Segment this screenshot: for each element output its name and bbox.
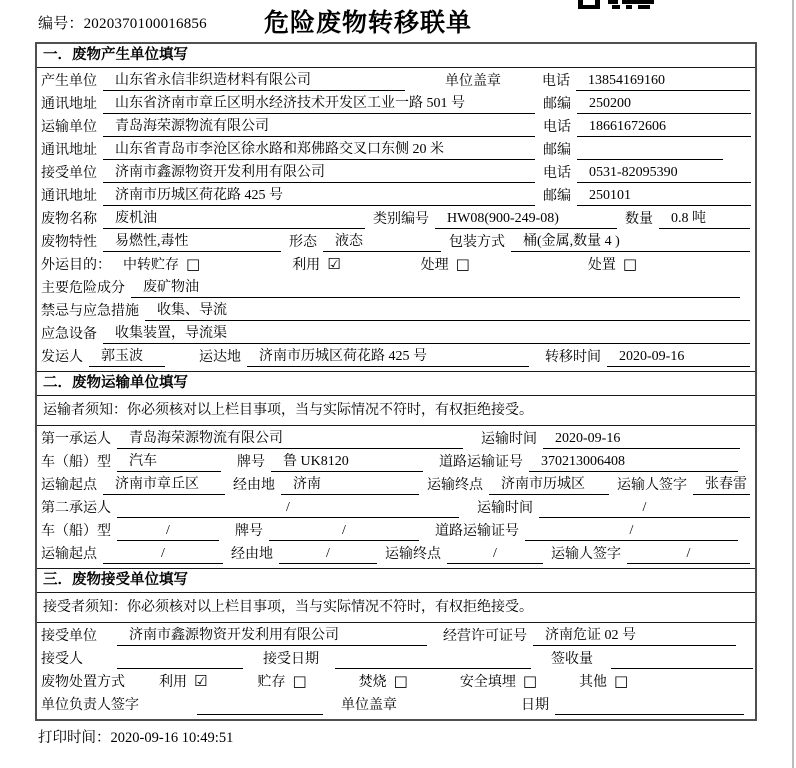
manager-sign-label: 单位负责人签字 [41,698,139,713]
hazard-value: 废矿物油 [131,278,740,298]
transporter-notice: 运输者须知：你必须核对以上栏目事项，当与实际情况不符时，有权拒绝接受。 [37,396,755,426]
road-permit-label: 道路运输证号 [435,524,519,539]
checkbox-checked-icon: ☑ [327,255,341,273]
section3-header: 三．废物接受单位填写 [37,568,755,593]
origin1-value: 济南市章丘区 [103,475,225,495]
seal-date-label: 日期 [521,698,549,713]
vehicle-label: 车（船）型 [41,455,111,470]
trait-label: 废物特性 [41,235,97,250]
packing-value: 桶(金属,数量 4 ) [511,232,750,252]
phone-label: 电话 [543,166,571,181]
via1-value: 济南 [281,475,419,495]
quantity-label: 数量 [625,212,653,227]
quantity-value: 0.8 吨 [659,209,750,229]
disposal-option-landfill: 安全填埋 □ [459,672,538,690]
via-label: 经由地 [231,547,273,562]
terminus2-value: / [447,544,543,564]
receiver-label: 接受单位 [41,166,97,181]
terminus-label: 运输终点 [385,547,441,562]
producer-label: 产生单位 [41,74,97,89]
producer-address-row [37,93,755,116]
transporter-address-value: 山东省青岛市李沧区徐水路和郑佛路交叉口东侧 20 米 [103,140,535,160]
disposal-option-storage: 贮存 □ [257,672,307,690]
accept-unit-label: 接受单位 [41,629,97,644]
checkbox-unchecked-icon: □ [393,672,408,690]
checkbox-unchecked-icon: □ [622,255,638,273]
vehicle2-row [37,520,755,543]
measures-value: 收集、导流 [145,301,750,321]
equipment-row [37,323,755,346]
via-label: 经由地 [233,478,275,493]
transporter-address-row [37,139,755,162]
accept-unit-row [37,625,755,648]
accept-date-value [335,668,531,669]
disposal-option-utilize: 利用 ☑ [159,672,208,690]
amount-label: 签收量 [551,652,593,667]
form-label: 形态 [289,235,317,250]
carrier1-label: 第一承运人 [41,432,111,447]
packing-label: 包装方式 [449,235,505,250]
print-time-value: 2020-09-16 10:49:51 [110,730,234,746]
destination-value: 济南市历城区荷花路 425 号 [247,347,529,367]
destination-label: 运达地 [199,350,241,365]
accept-unit-value: 济南市鑫源物资开发利用有限公司 [117,626,427,646]
manifest-form-table [35,42,757,721]
section1-header: 一．废物产生单位填写 [37,44,755,68]
print-time-label: 打印时间： [38,730,111,746]
license-value: 济南危证 02 号 [533,626,736,646]
checkbox-unchecked-icon: □ [292,672,307,690]
zip-label: 邮编 [543,143,571,158]
transporter-sign-label: 运输人签字 [617,478,687,493]
transporter-label: 运输单位 [41,120,97,135]
receiver-address-row [37,185,755,208]
recipient-row [37,648,755,671]
road-permit1-value: 370213006408 [529,452,738,472]
page-edge-divider [792,0,794,768]
transfer-time-label: 转移时间 [545,350,601,365]
equipment-label: 应急设备 [41,327,97,342]
receiver-notice: 接受者须知：你必须核对以上栏目事项，当与实际情况不符时，有权拒绝接受。 [37,593,755,623]
hazard-label: 主要危险成分 [41,281,125,296]
vehicle1-value: 汽车 [117,452,221,472]
transport-time2-value: / [539,498,750,518]
carrier2-value: / [117,498,459,518]
producer-address-value: 山东省济南市章丘区明水经济技术开发区工业一路 501 号 [103,94,535,114]
unit-seal-label: 单位盖章 [445,74,501,89]
transporter-value: 青岛海荣源物流有限公司 [103,117,535,137]
address-label: 通讯地址 [41,143,97,158]
shipper-label: 发运人 [41,350,83,365]
category-label: 类别编号 [373,212,429,227]
recipient-label: 接受人 [41,652,83,667]
license-label: 经营许可证号 [443,629,527,644]
trait-value: 易燃性,毒性 [103,232,281,252]
seal-date-value [555,714,744,715]
purpose-row [37,254,755,277]
checkbox-unchecked-icon: □ [455,255,470,273]
amount-value [611,668,753,669]
recipient-value [117,668,243,669]
section3-body [37,623,755,719]
disposal-option-incinerate: 焚烧 □ [358,672,408,690]
document-number-value: 2020370100016856 [83,16,207,32]
zip-label: 邮编 [543,189,571,204]
vehicle-label: 车（船）型 [41,524,111,539]
transport-time-label: 运输时间 [477,501,533,516]
producer-row [37,70,755,93]
shipper-row [37,346,755,369]
transporter-sign-label: 运输人签字 [551,547,621,562]
transport-time-label: 运输时间 [481,432,537,447]
section1-body [37,68,755,371]
road-permit2-value: / [525,521,738,541]
disposal-row [37,671,755,694]
document-header [0,0,796,42]
phone-label: 电话 [542,74,570,89]
disposal-label: 废物处置方式 [41,675,125,690]
origin-label: 运输起点 [41,478,97,493]
producer-phone-value: 13854169160 [576,71,750,91]
qr-code-icon [578,0,654,10]
equipment-value: 收集装置，导流渠 [103,324,750,344]
disposal-option-other: 其他 □ [579,672,629,690]
terminus-label: 运输终点 [427,478,483,493]
hazard-row [37,277,755,300]
receiver-zip-value: 250101 [577,186,751,206]
form-value: 液态 [323,232,441,252]
document-number-label: 编号： [38,16,84,32]
shipper-value: 郭玉波 [89,347,165,367]
unit-seal-label: 单位盖章 [341,698,397,713]
plate-label: 牌号 [235,524,263,539]
transport-time1-value: 2020-09-16 [543,429,740,449]
checkbox-unchecked-icon: □ [614,672,629,690]
purpose-option-transfer-storage: 中转贮存 □ [123,255,201,273]
category-value: HW08(900-249-08) [435,209,617,229]
carrier2-label: 第二承运人 [41,501,111,516]
address-label: 通讯地址 [41,189,97,204]
manager-sign-row [37,694,755,717]
terminus1-value: 济南市历城区 [489,475,609,495]
manager-sign-value [197,714,323,715]
accept-date-label: 接受日期 [263,652,319,667]
address-label: 通讯地址 [41,97,97,112]
transfer-time-value: 2020-09-16 [607,347,750,367]
purpose-option-dispose: 处置 □ [587,255,638,273]
vehicle2-value: / [117,521,219,541]
carrier2-row [37,497,755,520]
transporter-sign1-value: 张春雷 [693,475,750,495]
section2-body [37,426,755,568]
waste-name-row [37,208,755,231]
producer-value: 山东省永信非织造材料有限公司 [103,71,405,91]
transporter-sign2-value: / [627,544,750,564]
checkbox-unchecked-icon: □ [522,672,538,690]
receiver-phone-value: 0531-82095390 [577,163,751,183]
section2-header: 二．废物运输单位填写 [37,371,755,396]
checkbox-checked-icon: ☑ [194,672,208,690]
transporter-row [37,116,755,139]
phone-label: 电话 [543,120,571,135]
print-time [38,726,796,747]
checkbox-unchecked-icon: □ [186,255,201,273]
measures-label: 禁忌与应急措施 [41,304,139,319]
receiver-value: 济南市鑫源物资开发利用有限公司 [103,163,535,183]
plate-label: 牌号 [237,455,265,470]
road-permit-label: 道路运输证号 [439,455,523,470]
origin-label: 运输起点 [41,547,97,562]
waste-trait-row [37,231,755,254]
plate1-value: 鲁 UK8120 [271,452,423,472]
waste-name-label: 废物名称 [41,212,97,227]
producer-zip-value: 250200 [577,94,751,114]
route1-row [37,474,755,497]
plate2-value: / [269,521,419,541]
purpose-option-utilize: 利用 ☑ [292,255,341,273]
route2-row [37,543,755,566]
via2-value: / [279,544,377,564]
carrier1-value: 青岛海荣源物流有限公司 [117,429,463,449]
receiver-address-value: 济南市历城区荷花路 425 号 [103,186,535,206]
vehicle1-row [37,451,755,474]
purpose-option-treat: 处理 □ [420,255,470,273]
purpose-label: 外运目的： [41,258,111,273]
measures-row [37,300,755,323]
waste-name-value: 废机油 [103,209,365,229]
page-title: 危险废物转移联单 [263,10,472,37]
carrier1-row [37,428,755,451]
receiver-row [37,162,755,185]
origin2-value: / [103,544,223,564]
zip-label: 邮编 [543,97,571,112]
transporter-zip-value [577,159,723,160]
transporter-phone-value: 18661672606 [577,117,751,137]
